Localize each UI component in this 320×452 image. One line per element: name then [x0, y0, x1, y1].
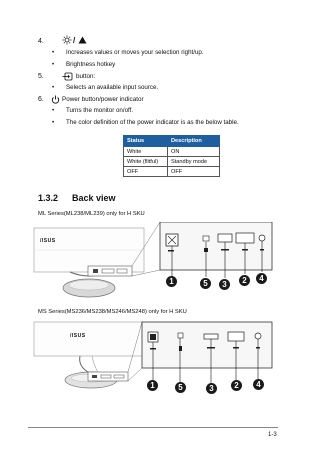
service-port: [178, 333, 183, 338]
table-header-description: Description: [168, 136, 220, 147]
callout-5: 5: [175, 382, 186, 393]
callout-4: 4: [256, 273, 267, 284]
table-header-row: [124, 136, 220, 147]
brand-logo: /ISUS: [70, 333, 86, 339]
callout-5: 5: [200, 278, 211, 289]
callout-4: 4: [253, 379, 264, 390]
bullet-text: The color definition of the power indicator is as the below table.: [66, 119, 239, 126]
bullet-dot: •: [52, 119, 55, 126]
bullet-item: [52, 61, 272, 69]
vga-port: [228, 332, 244, 341]
table-row: [124, 167, 220, 177]
up-triangle-icon: [78, 36, 87, 44]
page-number: 1-3: [268, 432, 277, 438]
item-5-number: 5.: [38, 73, 44, 80]
audio-jack: [255, 333, 261, 339]
bullet-dot: •: [52, 49, 55, 56]
monitor-back-panel: [34, 322, 144, 356]
ml-series-back-view-figure: [28, 222, 278, 304]
callout-2: 2: [231, 380, 242, 391]
bullet-text: Turns the monitor on/off.: [66, 107, 134, 114]
power-icon: [51, 95, 60, 104]
footer-divider: [28, 427, 278, 428]
bullet-item: [52, 49, 272, 57]
input-source-icon: [62, 72, 73, 81]
callout-2: 2: [239, 275, 250, 286]
bullet-text: Selects an available input source.: [66, 84, 159, 91]
callout-3: 3: [219, 279, 230, 290]
figure-2-caption: MS Series(MS236/MS238/MS246/MS248) only for H SKU: [38, 309, 187, 315]
item-4-number: 4.: [38, 38, 44, 45]
callout-1: 1: [147, 380, 158, 391]
table-cell: OFF: [168, 167, 220, 177]
bullet-dot: •: [52, 61, 55, 68]
section-number: 1.3.2: [38, 193, 59, 203]
figure-1-caption: ML Series(ML238/ML239) only for H SKU: [38, 211, 145, 217]
power-indicator-table: [123, 135, 220, 177]
item-6-number: 6.: [38, 96, 44, 103]
table-row: [124, 147, 220, 157]
vga-port: [236, 233, 254, 243]
table-cell: OFF: [124, 167, 168, 177]
hdmi-port: [218, 234, 232, 242]
audio-jack: [259, 235, 265, 241]
brightness-icon: [62, 35, 72, 45]
hdmi-port: [204, 334, 218, 339]
item-5-label: button:: [76, 73, 96, 80]
table-header-status: Status: [124, 136, 168, 147]
service-port: [203, 236, 209, 241]
section-title: Back view: [72, 193, 116, 203]
bullet-dot: •: [52, 107, 55, 114]
table-cell: ON: [168, 147, 220, 157]
table-cell: White (flitful): [124, 157, 168, 167]
callout-1: 1: [166, 276, 177, 287]
slash-separator: /: [73, 36, 76, 45]
bullet-text: Increases values or moves your selection right/up.: [66, 49, 204, 56]
bullet-item: [52, 84, 272, 92]
brand-logo: /ISUS: [40, 238, 56, 244]
table-cell: Standby mode: [168, 157, 220, 167]
bullet-dot: •: [52, 84, 55, 91]
bullet-text: Brightness hotkey: [66, 61, 116, 68]
bullet-item: [52, 107, 282, 115]
callout-3: 3: [206, 383, 217, 394]
enlarged-port-panel: [142, 322, 272, 368]
item-6-label: Power button/power indicator: [62, 96, 144, 103]
table-row: [124, 157, 220, 167]
bullet-item: [52, 119, 282, 127]
table-cell: White: [124, 147, 168, 157]
